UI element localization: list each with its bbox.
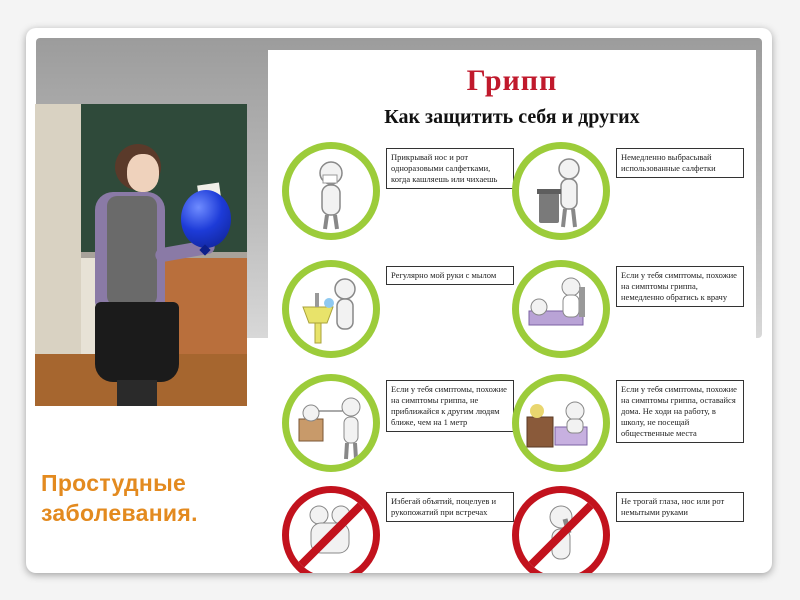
slide [26, 28, 772, 573]
tip-text: Немедленно выбрасывай использованные салфетки [616, 148, 744, 178]
girl-legs [117, 380, 157, 406]
tip-ring [512, 374, 610, 472]
caption-line-2: заболевания. [41, 500, 198, 526]
tip-text: Если у тебя симптомы, похожие на симптомы гриппа, немедленно обратись к врачу [616, 266, 744, 307]
tip-cover-sneeze [282, 142, 522, 254]
tip-stay-home [512, 374, 752, 486]
girl-skirt [95, 302, 179, 382]
tip-discard-tissues [512, 142, 752, 254]
tip-see-doctor [512, 260, 752, 372]
tip-ring [282, 260, 380, 358]
trash-bin-icon [519, 149, 603, 233]
balloon-icon [181, 190, 231, 248]
stay-home-icon [519, 381, 603, 465]
flu-poster [268, 50, 756, 567]
tip-text: Прикрывай нос и рот одноразовыми салфетками, когда кашляешь или чихаешь [386, 148, 514, 189]
doctor-icon [519, 267, 603, 351]
no-hugs-icon [289, 493, 373, 573]
tip-text: Если у тебя симптомы, похожие на симптомы гриппа, не приближайся к другим людям ближе, чем на 1 метр [386, 380, 514, 432]
tip-ring [512, 260, 610, 358]
no-touch-face-icon [519, 493, 603, 573]
handwash-icon [289, 267, 373, 351]
tip-ring [512, 486, 610, 573]
girl-face [127, 154, 159, 192]
tip-ring [282, 142, 380, 240]
tip-ring [512, 142, 610, 240]
girl-vest [107, 196, 157, 306]
sneeze-icon [289, 149, 373, 233]
tip-wash-hands [282, 260, 522, 372]
tip-ring [282, 374, 380, 472]
distance-icon [289, 381, 373, 465]
classroom-photo [35, 104, 247, 406]
tip-ring [282, 486, 380, 573]
slide-caption [41, 468, 271, 528]
tip-keep-distance [282, 374, 522, 486]
tip-avoid-hugs [282, 486, 522, 573]
poster-title: Грипп [466, 64, 558, 97]
tip-text: Не трогай глаза, нос или рот немытыми руками [616, 492, 744, 522]
tip-dont-touch-face [512, 486, 752, 573]
tip-text: Если у тебя симптомы, похожие на симптомы гриппа, оставайся дома. Не ходи на работу, в школу, не посещай общественные места [616, 380, 744, 443]
caption-line-1: Простудные [41, 470, 187, 496]
poster-subtitle: Как защитить себя и других [384, 106, 640, 128]
tip-text: Избегай объятий, поцелуев и рукопожатий при встречах [386, 492, 514, 522]
tip-text: Регулярно мой руки с мылом [386, 266, 514, 285]
